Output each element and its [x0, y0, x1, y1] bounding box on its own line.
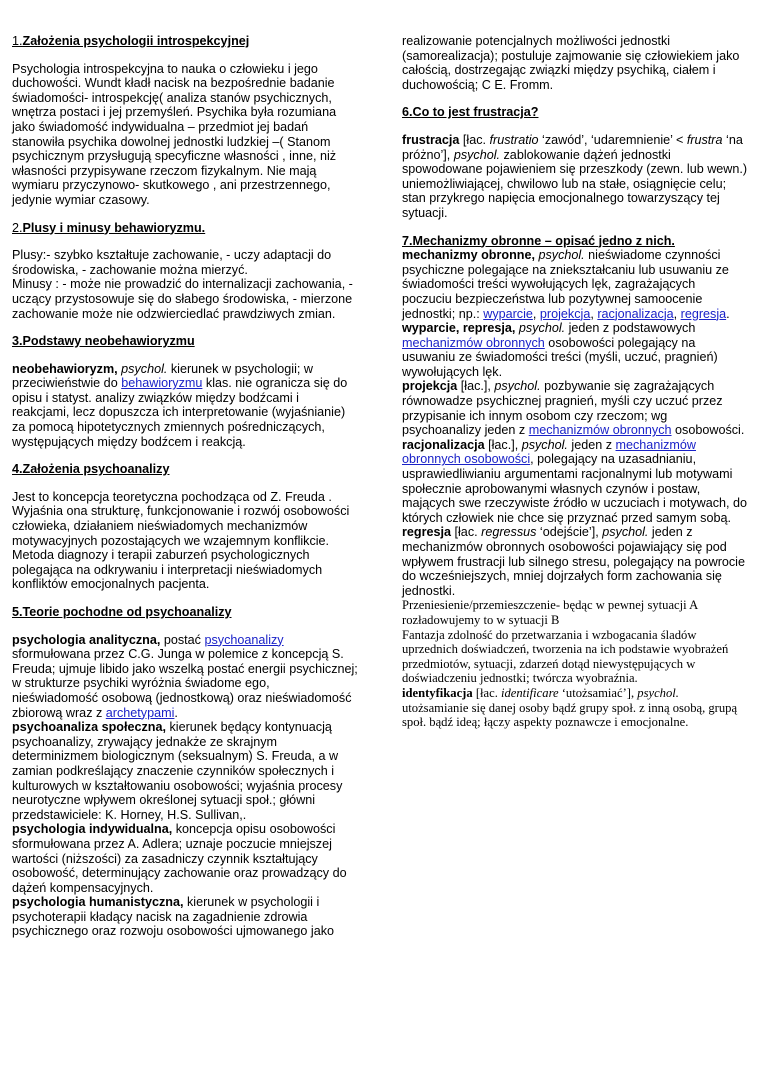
- heading-neobehaviorism: 3.Podstawy neobehawioryzmu: [12, 334, 195, 349]
- entry-humanistic-psychology: psychologia humanistyczna, kierunek w psychologii i psychoterapii kładący nacisk na zagadnienie zdrowia psychicznego oraz rozwoju osobowości ujmowanego jako: [12, 895, 335, 939]
- entry-projection: projekcja [łac.], psychol. pozbywanie się zagrażających równowadze psychicznej pragnień, myśli czy uczuć przez przypisanie ich innym osobom czy rzeczom; wg psychoanalizy jeden z mechanizmów obronnych osobowości.: [402, 379, 745, 438]
- entry-analytical-psychology: psychologia analityczna, postać psychoanalizy sformułowana przez C.G. Junga w polemice z koncepcją S. Freuda; ujmuje libido jako wszelką postać energii psychicznej; w strukturze psychiki wyróżnia świadome ego, nieświadomość osobową (jednostkową) oraz nieświadomość zbiorową wraz z archetypami.: [12, 632, 358, 720]
- humanistic-continuation: realizowanie potencjalnych możliwości jednostki (samorealizacja); postuluje zajmowanie się człowiekiem jako całością, dostrzegając związki między psychiką, ciałem i duchowością; C E. Fromm.: [402, 34, 740, 92]
- link-archetypami[interactable]: archetypami: [105, 705, 175, 720]
- link-racjonalizacja[interactable]: racjonalizacja: [597, 306, 674, 321]
- entry-social-psychoanalysis: psychoanaliza społeczna, kierunek będący kontynuacją psychoanalizy, zrywający jednakże ze skrajnym determinizmem biologicznym (seksualnym) S. Freuda, a w zamian podkreślający znaczenie czynników społecznych i kulturowych w kształtowaniu osobowości; wyjaśnia procesy neurotyczne wpływem określonej sytuacji społ.; główni przedstawiciele: K. Horney, H.S. Sullivan,.: [12, 720, 343, 822]
- heading-behaviorism: 2.Plusy i minusy behawioryzmu.: [12, 220, 206, 235]
- right-column: [402, 34, 748, 730]
- psychoanalysis-body: Jest to koncepcja teoretyczna pochodząca od Z. Freuda . Wyjaśnia ona strukturę, funkcjonowanie i rozwój osobowości człowieka, działaniem nieświadomych mechanizmów motywacyjnych pozostających we wzajemnym konflikcie. Metoda diagnozy i terapii zaburzeń psychologicznych polegająca na odkrywaniu i interpretacji nieświadomych konfliktów emocjonalnych pacjenta.: [12, 489, 350, 592]
- heading-derived-theories: 5.Teorie pochodne od psychoanalizy: [12, 605, 232, 619]
- heading-frustration: 6.Co to jest frustracja?: [402, 105, 539, 120]
- heading-introspection: 1.Założenia psychologii introspekcyjnej: [12, 34, 250, 48]
- link-behawioryzmu[interactable]: behawioryzmu: [121, 376, 203, 391]
- entry-regression: regresja [łac. regressus ‘odejście’], psychol. jeden z mechanizmów obronnych osobowości pojawiający się pod wpływem frustracji lub silnego stresu, polegający na powrocie do wcześniejszych, mniej dojrzałych form zachowania się jednostki.: [402, 525, 745, 598]
- heading-psychoanalysis: 4.Założenia psychoanalizy: [12, 462, 170, 477]
- link-regresja[interactable]: regresja: [680, 306, 727, 321]
- link-mechanizmow-obronnych-2[interactable]: mechanizmów obronnych: [528, 423, 672, 438]
- link-mechanizmow-obronnych-osobowosci[interactable]: mechanizmów obronnych osobowości: [402, 437, 697, 467]
- entry-defense-mechanisms: mechanizmy obronne, psychol. nieświadome czynności psychiczne polegające na zniekształcaniu lub usuwaniu ze świadomości treści wywołujących lęk, zagrażających poczuciu bezpieczeństwa lub pozytywnej samoocenie jednostki; np.: wyparcie, projekcja, racjonalizacja, regresja.: [402, 248, 730, 321]
- link-mechanizmow-obronnych-1[interactable]: mechanizmów obronnych: [402, 335, 545, 350]
- link-psychoanalizy[interactable]: psychoanalizy: [204, 632, 284, 647]
- left-column: [12, 34, 358, 939]
- behaviorism-body: Plusy:- szybko kształtuje zachowanie, - uczy adaptacji do środowiska, - zachowanie można mierzyć. Minusy : - może nie prowadzić do internalizacji zachowania, - uczący przystosowuje się do słabego środowiska, - mierzone zachowanie może nie odzwierciedlać prawdziwych zmian.: [12, 248, 353, 321]
- entry-fantasy: Fantazja zdolność do przetwarzania i wzbogacania śladów uprzednich doświadczeń, tworzenia na ich podstawie wyobrażeń przedmiotów, sytuacji, zdarzeń dotąd niewystępujących w doświadczeniu jednostki; twórcza wyobraźnia.: [402, 627, 729, 686]
- entry-displacement: Przeniesienie/przemieszczenie- będąc w pewnej sytuacji A rozładowujemy to w sytuacji B: [402, 598, 698, 627]
- entry-rationalization: racjonalizacja [łac.], psychol. jeden z mechanizmów obronnych osobowości, polegający na uzasadnianiu, usprawiedliwianiu argumentami racjonalnymi lub motywami społecznie aprobowanymi własnych czynów i postaw, mających swe rzeczywiste źródło w uczuciach i motywach, do których człowiek nie chce się przyznać przed samym sobą.: [402, 437, 748, 525]
- heading-defense-mechanisms: 7.Mechanizmy obronne – opisać jedno z nich.: [402, 233, 675, 248]
- introspection-body: Psychologia introspekcyjna to nauka o człowieku i jego duchowości. Wundt kładł nacisk na bezpośrednie badanie świadomości- introspekcję( analiza stanów psychicznych, wnętrza postaci i jej przemyśleń. Psychika była rozumiana jako świadomość indywidualna – przedmiot jej badań stanowiła psychika dowolnej jednostki ludzkiej –( Stanom psychicznym przysługują specyficzne własności , inne, niż własności przypisywane rzeczom fizykalnym. Nie mają wymiaru przyczynowo- skutkowego , ani przestrzennego, jedynie wymiar czasowy.: [12, 61, 337, 207]
- entry-repression: wyparcie, represja, psychol. jeden z podstawowych mechanizmów obronnych osobowości polegający na usuwaniu ze świadomości treści (myśli, uczuć, pragnień) wywołujących lęk.: [402, 321, 718, 379]
- entry-individual-psychology: psychologia indywidualna, koncepcja opisu osobowości sformułowana przez A. Adlera; uznaje poczucie mniejszej wartości (niższości) za zasadniczy czynnik kształtujący osobowość, determinujący zachowanie oraz prowadzący do dążeń kompensacyjnych.: [12, 822, 347, 895]
- frustration-body: frustracja [łac. frustratio ‘zawód’, ‘udaremnienie’ < frustra ‘na próżno’], psychol. zablokowanie dążeń jednostki spowodowane pojawieniem się przeszkody (zewn. lub wewn.) uniemożliwiającej, chwilowo lub na stałe, osiągnięcie celu; stan przykrego napięcia emocjonalnego towarzyszący tej sytuacji.: [402, 132, 748, 220]
- link-wyparcie[interactable]: wyparcie: [483, 306, 533, 321]
- neobehaviorism-body: neobehawioryzm, psychol. kierunek w psychologii; w przeciwieństwie do behawioryzmu klas. nie ogranicza się do opisu i statyst. analizy związków między bodźcami i reakcjami, lecz dopuszcza ich interpretowanie (wyjaśnianie) za pomocą hipotetycznych zmiennych pośredniczących, występujących między bodźcem i reakcją.: [12, 361, 348, 449]
- entry-identification: identyfikacja [łac. identificare ‘utożsamiać’], psychol. utożsamianie się danej osoby bądź grupy społ. z inną osobą, grupą społ. bądź ideą; łączy aspekty poznawcze i emocjonalne.: [402, 685, 738, 730]
- link-projekcja[interactable]: projekcja: [539, 306, 591, 321]
